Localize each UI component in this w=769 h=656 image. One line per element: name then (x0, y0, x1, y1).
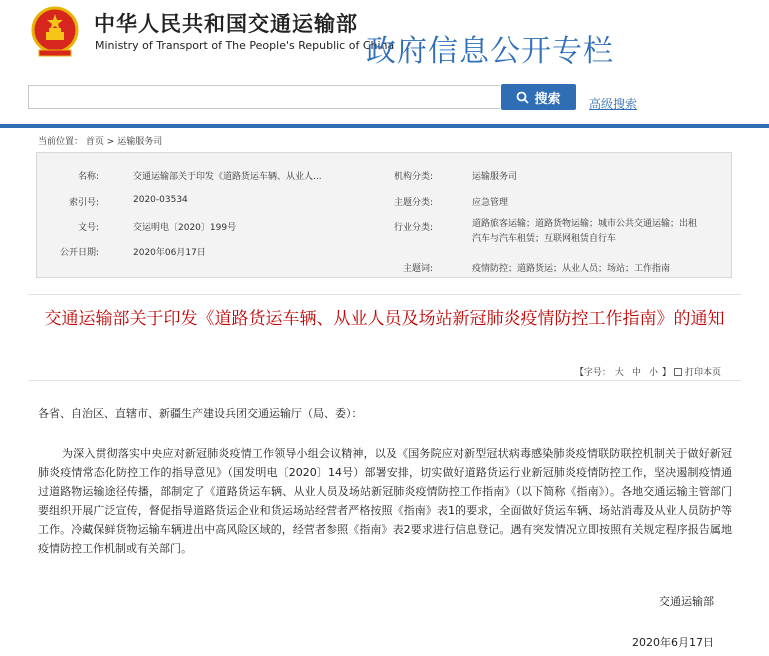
meta-keywords-value: 疫情防控；道路货运；从业人员；场站；工作指南 (472, 264, 671, 274)
article-date: 2020年6月17日 (632, 636, 714, 649)
meta-name-value: 交通运输部关于印发《道路货运车辆、从业人... (133, 172, 322, 182)
search-button-label: 搜索 (534, 91, 561, 107)
meta-doc-number-value: 交运明电〔2020〕199号 (133, 223, 237, 233)
article-tools (575, 365, 721, 378)
meta-doc-number-label: 文号: (77, 223, 99, 233)
breadcrumb (38, 134, 162, 147)
meta-name-label: 名称: (77, 172, 99, 182)
section-title: 政府信息公开专栏 (366, 34, 614, 69)
ministry-name-en: Ministry of Transport of The People's Republic of China (95, 39, 395, 52)
meta-date-label: 公开日期: (59, 248, 99, 258)
print-label: 打印本页 (684, 368, 721, 378)
meta-industry-value: 道路旅客运输；道路货物运输；城市公共交通运输；出租汽车与汽车租赁；互联网租赁自行车 (472, 219, 698, 244)
tools-divider (28, 380, 741, 381)
advanced-search-link[interactable]: 高级搜索 (589, 97, 638, 111)
print-icon (674, 368, 682, 376)
meta-date-value: 2020年06月17日 (133, 248, 206, 258)
meta-agency-value: 运输服务司 (472, 172, 518, 182)
breadcrumb-separator: > (106, 137, 115, 147)
document-metadata-panel (36, 152, 732, 278)
meta-industry-label: 行业分类: (393, 223, 433, 233)
meta-topic-label: 主题分类: (393, 198, 433, 208)
breadcrumb-home-link[interactable]: 首页 (85, 137, 104, 147)
meta-index-value: 2020-03534 (133, 195, 188, 205)
article-title: 交通运输部关于印发《道路货运车辆、从业人员及场站新冠肺炎疫情防控工作指南》的通知 (44, 309, 725, 329)
article-signer: 交通运输部 (659, 595, 714, 608)
breadcrumb-current-link[interactable]: 运输服务司 (117, 137, 163, 147)
meta-keywords-label: 主题词: (402, 264, 433, 274)
search-input[interactable] (28, 85, 500, 109)
article-body: 为深入贯彻落实中央应对新冠肺炎疫情工作领导小组会议精神，以及《国务院应对新型冠状病毒感染肺炎疫情联防联控机制关于做好新冠肺炎疫情常态化防控工作的指导意见》（国发明电〔2020〕14号）部署安排，切实做好道路货运行业新冠肺炎疫情防控工作，坚决遏制疫情通过道路物运输途径传播，部制定了《道路货运车辆、从业人员及场站新冠肺炎疫情防控工作指南》（以下简称《指南》）。各地交通运输主管部门要组织开展广泛宣传，督促指导道路货运企业和货运场站经营者严格按照《指南》表1的要求，全面做好货运车辆、场站消毒及从业人员防护等工作。冷藏保鲜货物运输车辆进出中高风险区域的，经营者参照《指南》表2要求进行信息登记。遇有突发情况立即按照有关规定程序报告属地疫情防控工作机制或有关部门。 (38, 447, 732, 555)
content-divider (28, 294, 741, 295)
meta-topic-value: 应急管理 (472, 198, 509, 208)
ministry-name-cn: 中华人民共和国交通运输部 (94, 12, 358, 36)
meta-agency-label: 机构分类: (393, 172, 433, 182)
meta-index-label: 索引号: (68, 198, 99, 208)
search-icon (516, 91, 529, 104)
font-size-end: 】 (661, 368, 671, 378)
font-size-small-button[interactable]: 小 (648, 368, 658, 378)
site-header (0, 0, 769, 86)
font-size-medium-button[interactable]: 中 (631, 368, 641, 378)
search-button[interactable] (501, 84, 576, 110)
breadcrumb-prefix: 当前位置： (38, 137, 84, 147)
header-divider-bar (0, 124, 769, 128)
article-salutation: 各省、自治区、直辖市、新疆生产建设兵团交通运输厅（局、委）： (38, 407, 363, 420)
font-size-label: 【字号： (574, 368, 611, 378)
print-button[interactable] (674, 365, 721, 378)
font-size-large-button[interactable]: 大 (614, 368, 624, 378)
national-emblem-icon (27, 4, 83, 60)
